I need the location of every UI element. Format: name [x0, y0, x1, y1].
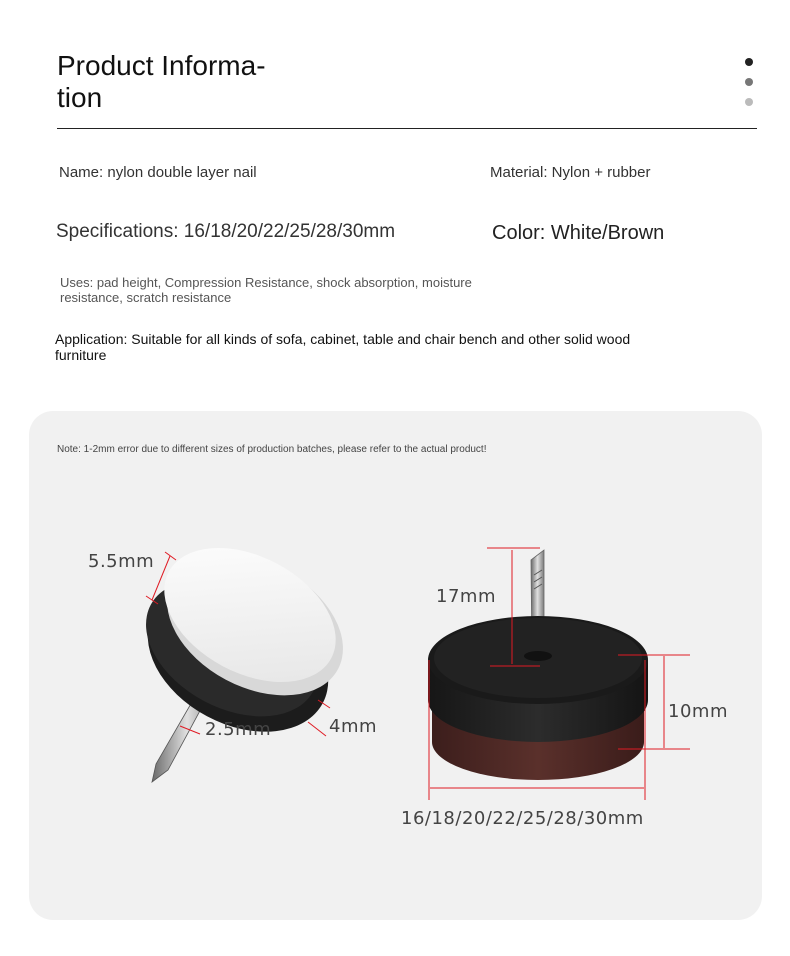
base-thickness-label: 4mm — [329, 716, 378, 737]
product-color: Color: White/Brown — [492, 222, 665, 244]
nail-length-label: 17mm — [436, 586, 496, 607]
product-uses: Uses: pad height, Compression Resistance, shock absorption, moisture resistance, scratch resistance — [60, 275, 472, 305]
base-thickness-dimension-line — [308, 722, 326, 736]
product-specifications: Specifications: 16/18/20/22/25/28/30mm — [56, 221, 396, 242]
product-application: Application: Suitable for all kinds of sofa, cabinet, table and chair bench and other solid wood furniture — [55, 331, 631, 363]
cap-thickness-label: 5.5mm — [88, 551, 155, 572]
nail-pad-side-view — [122, 521, 367, 782]
product-name: Name: nylon double layer nail — [59, 164, 257, 181]
pad-height-label: 10mm — [668, 701, 728, 722]
page-title: Product Informa- tion — [57, 50, 266, 113]
nail-diameter-label: 2.5mm — [205, 719, 272, 740]
black-nylon-layer — [428, 616, 648, 742]
diameter-label: 16/18/20/22/25/28/30mm — [401, 808, 644, 829]
product-material: Material: Nylon + rubber — [490, 164, 651, 181]
size-note: Note: 1-2mm error due to different sizes of production batches, please refer to the actual product! — [57, 444, 487, 455]
